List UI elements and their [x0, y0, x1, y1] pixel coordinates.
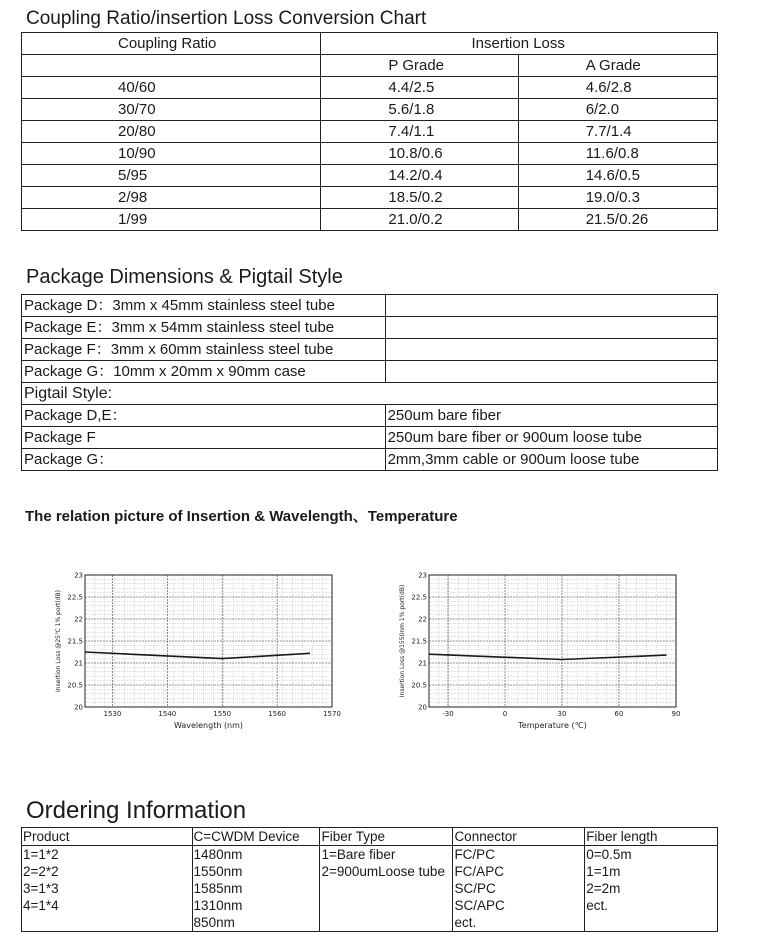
pigtail-style-cell: 250um bare fiber or 900um loose tube: [385, 427, 717, 449]
ordering-fiber-length-cell: ect.: [585, 897, 718, 914]
ratio-cell: 10/90: [22, 143, 321, 165]
pigtail-package-cell: Package D,E：: [22, 405, 386, 427]
ordering-connector-cell: SC/PC: [453, 880, 585, 897]
coupling-row: [22, 143, 718, 165]
x-tick-label: 0: [502, 710, 508, 718]
p-grade-cell: 18.5/0.2: [321, 187, 518, 209]
p-grade-cell: 21.0/0.2: [321, 209, 518, 231]
coupling-row: [22, 165, 718, 187]
ordering-fiber-length-cell: 1=1m: [585, 863, 718, 880]
ordering-table: [21, 827, 718, 932]
ordering-fiber-type-cell: [320, 914, 453, 932]
package-dim-cell: Package G：10mm x 20mm x 90mm case: [22, 361, 386, 383]
y-tick-label: 21.5: [411, 637, 427, 646]
package-dim-row: [22, 361, 718, 383]
ordering-device-cell: 1480nm: [192, 846, 320, 864]
y-tick-label: 22: [418, 615, 427, 624]
y-tick-label: 22: [74, 615, 83, 624]
col-coupling-ratio: Coupling Ratio: [22, 33, 321, 55]
a-grade-cell: 6/2.0: [518, 99, 717, 121]
p-grade-cell: 4.4/2.5: [321, 77, 518, 99]
pigtail-row: [22, 405, 718, 427]
ordering-product-cell: 4=1*4: [22, 897, 193, 914]
ratio-cell: 40/60: [22, 77, 321, 99]
series-line: [85, 652, 310, 659]
package-dim-cell: Package F：3mm x 60mm stainless steel tube: [22, 339, 386, 361]
x-tick-label: 1550: [213, 710, 232, 718]
p-grade-cell: 14.2/0.4: [321, 165, 518, 187]
empty-cell: [22, 55, 321, 77]
pigtail-row: [22, 427, 718, 449]
ratio-cell: 1/99: [22, 209, 321, 231]
ordering-device-cell: 850nm: [192, 914, 320, 932]
ordering-header-row: [22, 828, 718, 846]
ordering-header-cell: Fiber length: [585, 828, 718, 846]
pigtail-label: Pigtail Style:: [22, 383, 718, 405]
x-axis-label: Temperature (℃): [518, 721, 587, 730]
empty-cell: [385, 361, 717, 383]
ordering-device-cell: 1550nm: [192, 863, 320, 880]
package-dim-row: [22, 339, 718, 361]
p-grade-cell: 7.4/1.1: [321, 121, 518, 143]
a-grade-cell: 14.6/0.5: [518, 165, 717, 187]
ordering-connector-cell: SC/APC: [453, 897, 585, 914]
y-tick-label: 23: [74, 571, 83, 580]
relation-title: The relation picture of Insertion & Wavelength、Temperature: [25, 508, 458, 525]
package-table: [21, 294, 718, 471]
coupling-row: [22, 77, 718, 99]
ordering-product-cell: 1=1*2: [22, 846, 193, 864]
a-grade-cell: 19.0/0.3: [518, 187, 717, 209]
coupling-row: [22, 209, 718, 231]
y-axis-label: Insertion Loss @1550nm 1% port(dB): [399, 584, 406, 698]
ordering-fiber-type-cell: 1=Bare fiber: [320, 846, 453, 864]
ordering-fiber-length-cell: 2=2m: [585, 880, 718, 897]
a-grade-cell: 4.6/2.8: [518, 77, 717, 99]
ordering-product-cell: 3=1*3: [22, 880, 193, 897]
x-tick-label: -30: [442, 710, 454, 718]
y-tick-label: 20.5: [411, 681, 427, 690]
coupling-title: Coupling Ratio/insertion Loss Conversion Chart: [26, 8, 427, 29]
empty-cell: [385, 339, 717, 361]
x-tick-label: 90: [671, 710, 681, 718]
ordering-connector-cell: ect.: [453, 914, 585, 932]
package-dim-row: [22, 317, 718, 339]
package-dim-cell: Package D：3mm x 45mm stainless steel tube: [22, 295, 386, 317]
y-tick-label: 22.5: [411, 593, 427, 602]
coupling-table: [21, 32, 718, 231]
pigtail-package-cell: Package G：: [22, 449, 386, 471]
ratio-cell: 2/98: [22, 187, 321, 209]
package-title: Package Dimensions & Pigtail Style: [26, 266, 343, 288]
ordering-connector-cell: FC/PC: [453, 846, 585, 864]
y-axis-label: Insertion Loss @25℃ 1% port(dB): [55, 590, 62, 692]
ordering-title: Ordering Information: [26, 797, 247, 824]
ordering-fiber-length-cell: 0=0.5m: [585, 846, 718, 864]
grid: [85, 575, 332, 707]
coupling-row: [22, 99, 718, 121]
x-axis-label: Wavelength (nm): [173, 721, 244, 730]
package-dim-row: [22, 295, 718, 317]
ordering-product-cell: 2=2*2: [22, 863, 193, 880]
pigtail-style-cell: 250um bare fiber: [385, 405, 717, 427]
ordering-device-cell: 1310nm: [192, 897, 320, 914]
ratio-cell: 5/95: [22, 165, 321, 187]
y-tick-label: 22.5: [67, 593, 83, 602]
y-tick-label: 21: [418, 659, 427, 668]
ratio-cell: 30/70: [22, 99, 321, 121]
coupling-row: [22, 121, 718, 143]
ordering-fiber-type-cell: [320, 897, 453, 914]
coupling-row: [22, 187, 718, 209]
y-tick-label: 23: [418, 571, 427, 580]
x-tick-label: 1530: [103, 710, 122, 718]
ordering-header-cell: Product: [22, 828, 193, 846]
y-tick-label: 20.5: [67, 681, 83, 690]
pigtail-row: [22, 449, 718, 471]
x-tick-label: 60: [614, 710, 624, 718]
ordering-connector-cell: FC/APC: [453, 863, 585, 880]
ordering-row: [22, 846, 718, 864]
ordering-row: [22, 880, 718, 897]
pigtail-style-cell: 2mm,3mm cable or 900um loose tube: [385, 449, 717, 471]
col-a-grade: A Grade: [518, 55, 717, 77]
empty-cell: [385, 317, 717, 339]
ordering-header-cell: C=CWDM Device: [192, 828, 320, 846]
p-grade-cell: 5.6/1.8: [321, 99, 518, 121]
coupling-rows: [22, 77, 718, 231]
ordering-row: [22, 914, 718, 932]
a-grade-cell: 21.5/0.26: [518, 209, 717, 231]
a-grade-cell: 7.7/1.4: [518, 121, 717, 143]
pigtail-label-row: [22, 383, 718, 405]
x-tick-label: 1570: [323, 710, 341, 718]
ordering-fiber-type-cell: 2=900umLoose tube: [320, 863, 453, 880]
x-tick-label: 30: [557, 710, 567, 718]
grid: [429, 575, 676, 707]
x-tick-label: 1560: [268, 710, 287, 718]
ordering-fiber-length-cell: [585, 914, 718, 932]
ordering-product-cell: [22, 914, 193, 932]
temperature-chart: [392, 565, 692, 730]
y-tick-label: 21: [74, 659, 83, 668]
ordering-header-cell: Fiber Type: [320, 828, 453, 846]
col-insertion-loss: Insertion Loss: [321, 33, 718, 55]
y-tick-label: 20: [74, 703, 83, 712]
a-grade-cell: 11.6/0.8: [518, 143, 717, 165]
x-tick-label: 1540: [158, 710, 177, 718]
empty-cell: [385, 295, 717, 317]
col-p-grade: P Grade: [321, 55, 518, 77]
ordering-row: [22, 863, 718, 880]
wavelength-chart: [48, 565, 348, 730]
ordering-device-cell: 1585nm: [192, 880, 320, 897]
ordering-header-cell: Connector: [453, 828, 585, 846]
ordering-fiber-type-cell: [320, 880, 453, 897]
y-tick-label: 20: [418, 703, 427, 712]
pigtail-package-cell: Package F: [22, 427, 386, 449]
ordering-row: [22, 897, 718, 914]
package-dim-cell: Package E：3mm x 54mm stainless steel tube: [22, 317, 386, 339]
y-tick-label: 21.5: [67, 637, 83, 646]
series-line: [429, 654, 667, 659]
p-grade-cell: 10.8/0.6: [321, 143, 518, 165]
ratio-cell: 20/80: [22, 121, 321, 143]
